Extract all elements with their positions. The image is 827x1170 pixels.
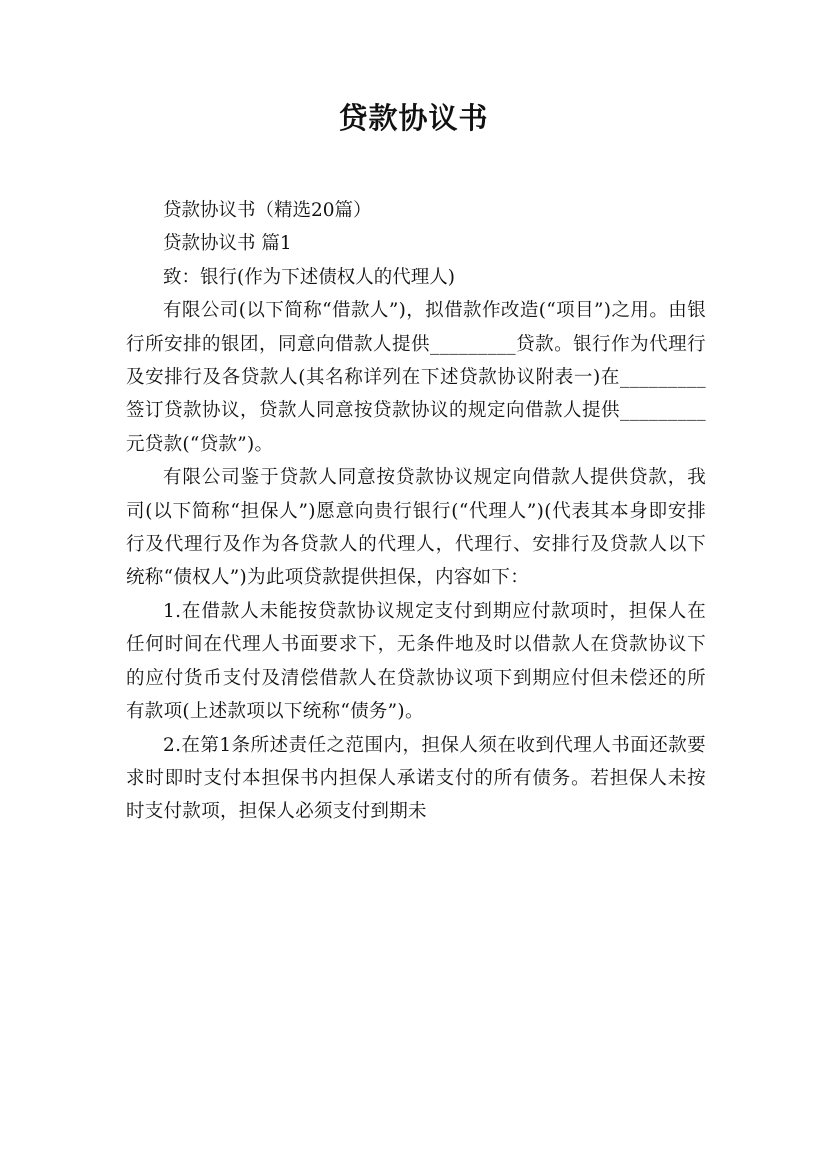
paragraph-loan-intro: 有限公司(以下简称“借款人”)，拟借款作改造(“项目”)之用。由银行所安排的银团，同意向借款人提供_________贷款。银行作为代理行及安排行及各贷款人(其名称详列在下述贷款协议附表一)在_________签订贷款协议，贷款人同意按贷款协议的规定向借款人提供_________元贷款(“贷款”)。	[126, 300, 706, 455]
paragraph-section-title: 贷款协议书 篇1	[163, 233, 292, 255]
paragraph-clause-2: 2.在第1条所述责任之范围内，担保人须在收到代理人书面还款要求时即时支付本担保书内担保人承诺支付的所有债务。若担保人未按时支付款项，担保人必须支付到期未	[126, 734, 706, 823]
paragraph-heading: 贷款协议书（精选20篇）	[163, 200, 372, 221]
paragraph-clause-1: 1.在借款人未能按贷款协议规定支付到期应付款项时，担保人在任何时间在代理人书面要求下，无条件地及时以借款人在贷款协议下的应付货币支付及清偿借款人在贷款协议项下到期应付但未偿还的所有款项(上述款项以下统称“债务”)。	[126, 600, 706, 723]
document-body	[126, 194, 706, 829]
paragraph-guarantee-intro: 有限公司鉴于贷款人同意按贷款协议规定向借款人提供贷款，我司(以下简称“担保人”)愿意向贵行银行(“代理人”)(代表其本身即安排行及代理行及作为各贷款人的代理人，代理行、安排行及贷款人以下统称“债权人”)为此项贷款提供担保，内容如下：	[126, 467, 706, 589]
document-title: 贷款协议书	[338, 101, 489, 135]
paragraph-addressee: 致：银行(作为下述债权人的代理人)	[163, 266, 455, 288]
